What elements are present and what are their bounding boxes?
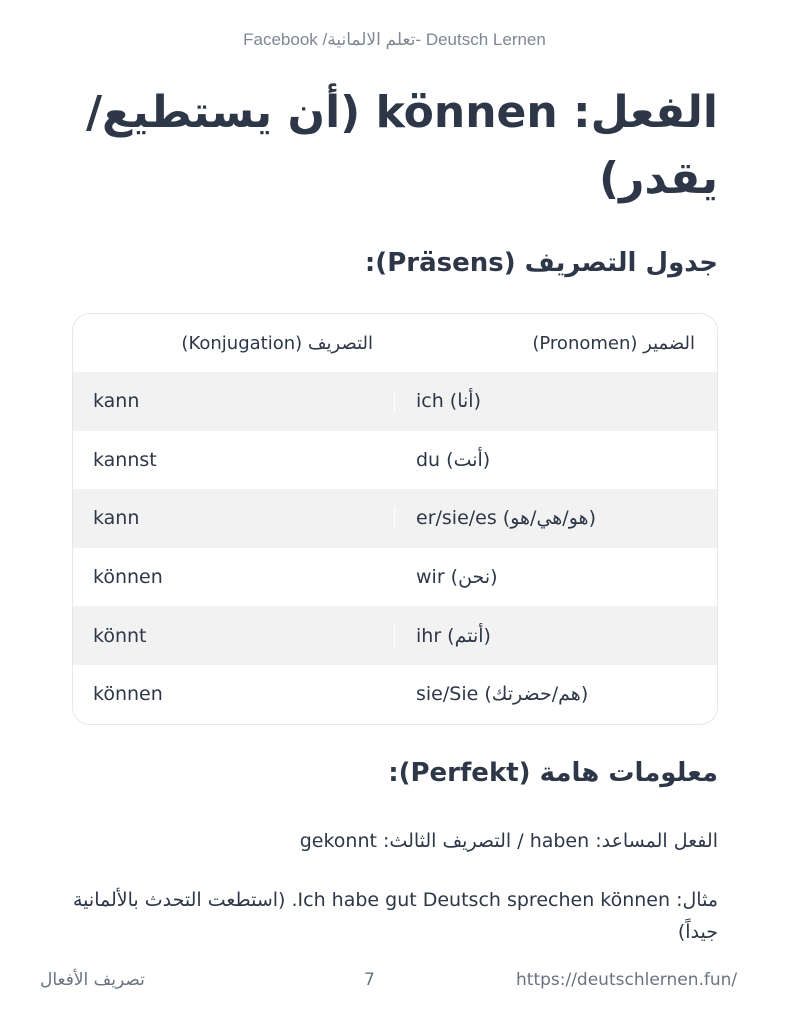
pronoun-cell: ihr (أنتم) xyxy=(416,624,491,647)
table-row xyxy=(73,431,717,490)
pronoun-cell: er/sie/es (هو/هي/هو) xyxy=(416,507,596,530)
present-tense-heading: جدول التصريف (Präsens): xyxy=(364,248,718,278)
table-row xyxy=(73,372,717,431)
footer-url-link[interactable]: https://deutschlernen.fun/ xyxy=(516,970,738,990)
footer-section-label: تصريف الأفعال xyxy=(40,970,145,990)
conjugation-cell: kann xyxy=(73,390,395,412)
conjugation-table xyxy=(72,313,718,725)
table-row xyxy=(73,665,717,724)
conjugation-cell: könnt xyxy=(73,625,395,647)
pronoun-cell: wir (نحن) xyxy=(416,566,498,589)
pronoun-cell: du (أنت) xyxy=(416,448,491,471)
pronoun-cell: sie/Sie (هم/حضرتك) xyxy=(416,683,589,706)
table-header xyxy=(73,314,717,372)
conjugation-cell: können xyxy=(73,683,395,705)
example-sentence: مثال: Ich habe gut Deutsch sprechen können. (استطعت التحدث بالألمانية جيداً) xyxy=(73,889,718,943)
header-conjugation: التصريف (Konjugation) xyxy=(181,332,373,354)
page-title: الفعل: können (أن يستطيع/ يقدر) xyxy=(85,87,718,204)
conjugation-cell: können xyxy=(73,566,395,588)
table-row xyxy=(73,606,717,665)
table-row xyxy=(73,548,717,607)
conjugation-cell: kannst xyxy=(73,449,395,471)
pronoun-cell: ich (أنا) xyxy=(416,390,482,413)
page-number: 7 xyxy=(364,970,375,990)
table-row xyxy=(73,489,717,548)
header-pronoun: الضمير (Pronomen) xyxy=(532,332,695,354)
conjugation-cell: kann xyxy=(73,507,395,529)
header-source: Facebook /تعلم الالمانية- Deutsch Lernen xyxy=(243,30,546,49)
perfect-tense-heading: معلومات هامة (Perfekt): xyxy=(388,758,718,788)
auxiliary-verb-info: الفعل المساعد: haben / التصريف الثالث: gekonnt xyxy=(299,830,718,852)
